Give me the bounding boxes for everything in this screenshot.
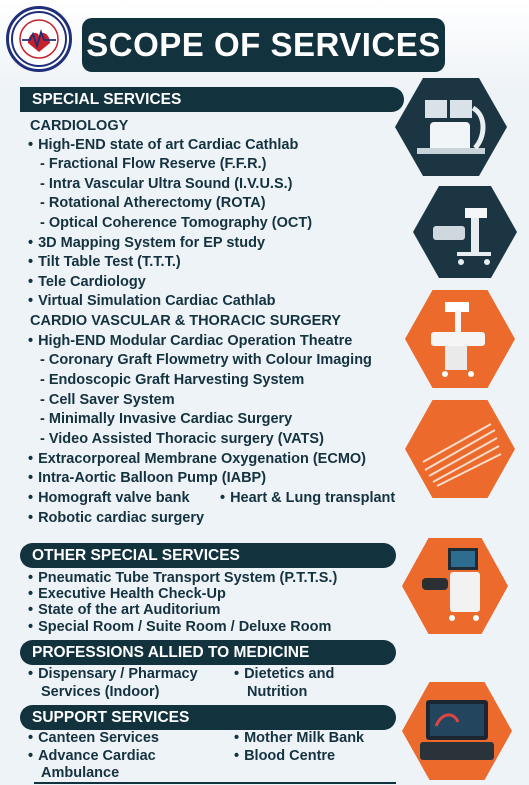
list-item: • Robotic cardiac surgery	[28, 509, 204, 528]
other-services-header	[20, 543, 396, 568]
special-services-header-label: SPECIAL SERVICES	[32, 91, 182, 108]
cardiology-heading: CARDIOLOGY	[30, 118, 129, 134]
list-item: • High-END Modular Cardiac Operation Theatre	[28, 332, 352, 351]
list-item: - Optical Coherence Tomography (OCT)	[40, 214, 312, 233]
list-item: - Endoscopic Graft Harvesting System	[40, 371, 304, 390]
list-item-continued: Nutrition	[247, 684, 308, 700]
list-item: • Tilt Table Test (T.T.T.)	[28, 253, 181, 272]
list-item: • High-END state of art Cardiac Cathlab	[28, 136, 298, 155]
list-item-continued: Services (Indoor)	[41, 684, 160, 700]
list-item: • Tele Cardiology	[28, 273, 146, 292]
list-item: • Special Room / Suite Room / Deluxe Room	[28, 618, 331, 637]
list-item: - Coronary Graft Flowmetry with Colour Imaging	[40, 351, 372, 370]
list-item: • Virtual Simulation Cardiac Cathlab	[28, 292, 276, 311]
list-item: • Heart & Lung transplant	[220, 489, 395, 508]
list-item: - Intra Vascular Ultra Sound (I.V.U.S.)	[40, 175, 292, 194]
list-item: • Blood Centre	[234, 747, 335, 766]
page-title: SCOPE OF SERVICES	[86, 26, 441, 63]
ultrasound-machine-icon	[402, 538, 508, 634]
special-services-header	[20, 87, 404, 112]
infant-incubator-icon	[405, 290, 515, 388]
list-item: • Homograft valve bank	[28, 489, 190, 508]
list-item-continued: Ambulance	[41, 765, 120, 781]
list-item: • Pneumatic Tube Transport System (P.T.T.S.)	[28, 569, 337, 588]
surgical-instruments-icon	[405, 400, 515, 498]
cvts-heading: CARDIO VASCULAR & THORACIC SURGERY	[30, 313, 341, 329]
list-item: - Minimally Invasive Cardiac Surgery	[40, 410, 292, 429]
list-item: - Rotational Atherectomy (ROTA)	[40, 194, 266, 213]
list-item: • State of the art Auditorium	[28, 601, 220, 620]
cathlab-machine-icon	[395, 78, 507, 176]
list-item: • Dietetics and	[234, 665, 334, 684]
list-item: • 3D Mapping System for EP study	[28, 234, 265, 253]
list-item: - Fractional Flow Reserve (F.F.R.)	[40, 155, 266, 174]
list-item: - Video Assisted Thoracic surgery (VATS)	[40, 430, 324, 449]
list-item: • Extracorporeal Membrane Oxygenation (ECMO)	[28, 450, 366, 469]
list-item: • Intra-Aortic Balloon Pump (IABP)	[28, 469, 266, 488]
support-header	[20, 705, 396, 730]
list-item: • Advance Cardiac	[28, 747, 156, 766]
allied-header	[20, 640, 396, 665]
bottom-divider	[34, 782, 396, 784]
list-item: • Executive Health Check-Up	[28, 585, 226, 604]
list-item: • Mother Milk Bank	[234, 729, 364, 748]
list-item: • Canteen Services	[28, 729, 159, 748]
hospital-logo-icon	[6, 6, 72, 72]
allied-header-label: PROFESSIONS ALLIED TO MEDICINE	[32, 644, 310, 661]
title-banner	[82, 18, 445, 72]
list-item: • Dispensary / Pharmacy	[28, 665, 198, 684]
monitor-device-icon	[402, 682, 512, 780]
other-services-header-label: OTHER SPECIAL SERVICES	[32, 547, 240, 564]
support-header-label: SUPPORT SERVICES	[32, 709, 190, 726]
list-item: - Cell Saver System	[40, 391, 175, 410]
medical-cart-icon	[413, 186, 517, 278]
